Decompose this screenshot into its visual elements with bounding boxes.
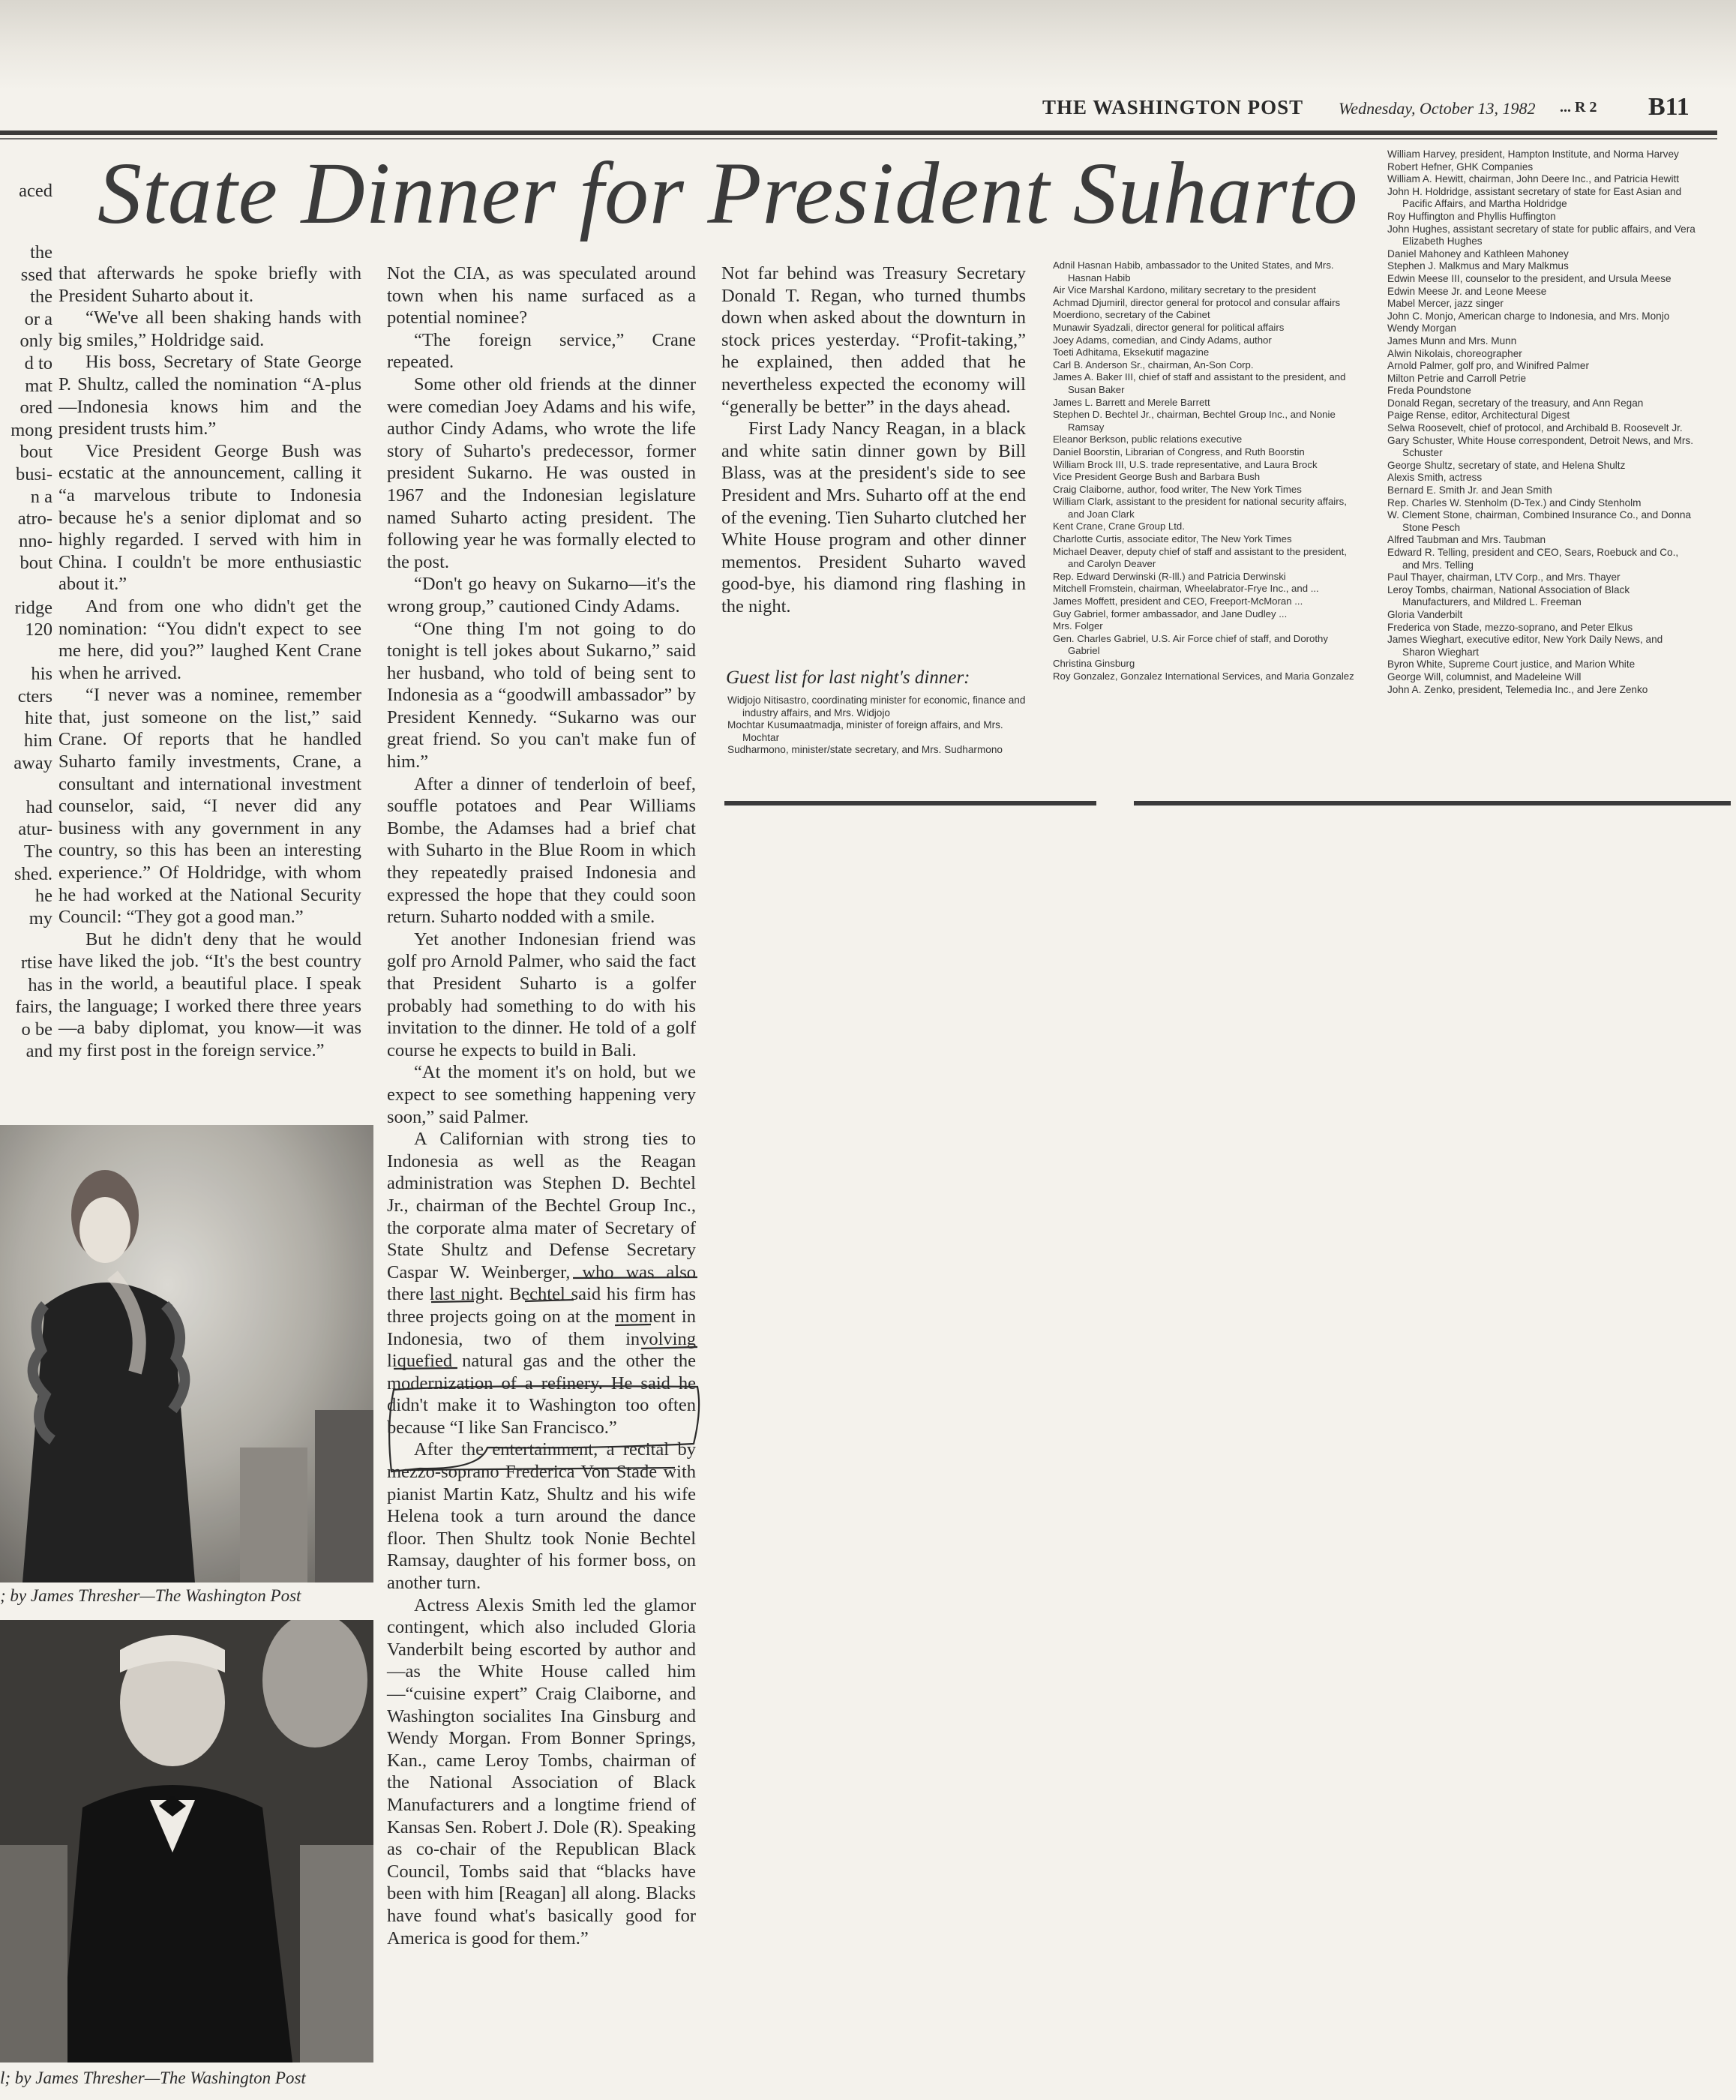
paragraph: Not far behind was Treasury Secretary Donald T. Regan, who turned thumbs down when asked about the downturn in stock prices yesterday. “Profit-taking,” he explained, then added that he nevertheless expected the economy will “generally be better” in the days ahead.	[721, 263, 1026, 417]
guest-entry: Carl B. Anderson Sr., chairman, An-Son Corp.	[1053, 358, 1254, 370]
guest-entry: Rep. Charles W. Stenholm (D-Tex.) and Cindy Stenholm	[1387, 496, 1642, 508]
guest-entry: Paul Thayer, chairman, LTV Corp., and Mrs. Thayer	[1387, 572, 1621, 584]
cutoff-line: rtise	[20, 952, 52, 973]
paragraph: that afterwards he spoke briefly with President Suharto about it.	[58, 263, 361, 306]
cutoff-line: or a	[24, 308, 52, 329]
paragraph: After a dinner of tenderloin of beef, souffle potatoes and Pear Williams Bombe, the Adamses had a brief chat with Suharto in the Blue Room in which they repeatedly praised Indonesia and expressed the hope that they could soon return. Suharto nodded with a smile.	[387, 773, 696, 928]
cutoff-line: atur-	[18, 819, 52, 840]
cutoff-line: hite	[25, 708, 52, 729]
guest-entry: William Brock III, U.S. trade representative, and Laura Brock	[1053, 458, 1318, 470]
paragraph: A Californian with strong ties to Indonesia as well as the Reagan administration was Stephen D. Bechtel Jr., chairman of the Bechtel Group Inc., the corporate alma mater of Secretary of State Shultz and Defense Secretary Caspar W. Weinberger, who was also there last night. Bechtel said his firm has three projects going on at the moment in Indonesia, two of them involving liquefied natural gas and the other the modernization of a refinery. He said he didn't make it to Washington too often because “I like San Francisco.”	[387, 1129, 696, 1438]
guest-entry: Adnil Hasnan Habib, ambassador to the United States, and Mrs. Hasnan Habib	[1053, 260, 1334, 284]
guest-entry: Sudharmono, minister/state secretary, and Mrs. Sudharmono	[727, 744, 1003, 756]
paragraph: Vice President George Bush was ecstatic at the announcement, calling it “a marvelous tribute to Indonesia because he's a senior diplomat and so highly regarded. I served with him in China. I couldn't be more enthusiastic about it.”	[58, 440, 361, 595]
guest-entry: Alwin Nikolais, choreographer	[1387, 347, 1522, 359]
guest-entry: Wendy Morgan	[1387, 322, 1456, 334]
guest-entry: Mitchell Fromstein, chairman, Wheelabrator-Frye Inc., and ...	[1053, 583, 1319, 595]
guest-entry: Paige Rense, editor, Architectural Digest	[1387, 410, 1570, 422]
guest-entry: Toeti Adhitama, Eksekutif magazine	[1053, 346, 1210, 358]
guest-entry: Munawir Syadzali, director general for political affairs	[1053, 321, 1285, 333]
guest-entry: James A. Baker III, chief of staff and assistant to the president, and Susan Baker	[1053, 371, 1346, 395]
paragraph: “We've all been shaking hands with big smiles,” Holdridge said.	[58, 308, 361, 350]
guest-entry: Guy Gabriel, former ambassador, and Jane Dudley ...	[1053, 608, 1288, 620]
cutoff-column-top: aced	[19, 181, 52, 201]
guest-entry: Christina Ginsburg	[1053, 658, 1135, 669]
guest-entry: Alfred Taubman and Mrs. Taubman	[1387, 534, 1546, 546]
cutoff-line: ssed	[20, 264, 52, 285]
guest-entry: Charlotte Curtis, associate editor, The New York Times	[1053, 533, 1292, 545]
guest-entry: Mochtar Kusumaatmadja, minister of foreign affairs, and Mrs. Mochtar	[727, 719, 1003, 743]
cutoff-line: my	[28, 908, 52, 928]
cutoff-line: only	[19, 331, 52, 352]
guest-entry: Edward R. Telling, president and CEO, Sears, Roebuck and Co., and Mrs. Telling	[1387, 547, 1679, 571]
guest-entry: Gary Schuster, White House correspondent, Detroit News, and Mrs. Schuster	[1387, 434, 1693, 459]
guest-entry: Freda Poundstone	[1387, 385, 1471, 397]
paragraph: “At the moment it's on hold, but we expect to see something happening very soon,” said Palmer.	[387, 1062, 696, 1127]
guest-entry: Joey Adams, comedian, and Cindy Adams, author	[1053, 334, 1272, 346]
cutoff-line: the	[30, 286, 52, 308]
guest-entry: John C. Monjo, American charge to Indonesia, and Mrs. Monjo	[1387, 310, 1670, 322]
cutoff-line: 120	[25, 620, 52, 640]
cutoff-line: away	[13, 752, 52, 773]
guest-entry: Daniel Boorstin, Librarian of Congress, and Ruth Boorstin	[1053, 446, 1305, 458]
cutoff-line: n a	[30, 486, 52, 507]
page-number: B11	[1648, 93, 1690, 121]
photo-credit-1: ; by James Thresher—The Washington Post	[0, 1586, 301, 1605]
guest-entry: Mrs. Folger	[1053, 620, 1103, 632]
guest-entry: Gen. Charles Gabriel, U.S. Air Force chief of staff, and Dorothy Gabriel	[1053, 632, 1328, 657]
cutoff-line: shed.	[13, 863, 52, 884]
cutoff-line: mat	[25, 375, 52, 396]
guest-entry: Rep. Edward Derwinski (R-Ill.) and Patricia Derwinski	[1053, 570, 1286, 582]
guest-entry: James Moffett, president and CEO, Freeport-McMoran ...	[1053, 596, 1303, 608]
guest-entry: James L. Barrett and Merele Barrett	[1053, 396, 1210, 408]
paragraph: Yet another Indonesian friend was golf pro Arnold Palmer, who said the fact that President Suharto is a golfer probably had something to do with his invitation to the dinner. He told of a golf course he expects to build in Bali.	[387, 928, 696, 1060]
cutoff-line: busi-	[16, 464, 52, 484]
paragraph: “The foreign service,” Crane repeated.	[387, 329, 696, 373]
guest-entry: William Harvey, president, Hampton Institute, and Norma Harvey	[1387, 148, 1679, 160]
guest-entry: Achmad Djumiril, director general for protocol and consular affairs	[1053, 296, 1341, 308]
paragraph: “Don't go heavy on Sukarno—it's the wrong group,” cautioned Cindy Adams.	[387, 574, 696, 616]
guest-entry: Roy Gonzalez, Gonzalez International Services, and Maria Gonzalez	[1053, 670, 1354, 682]
cutoff-line: atro-	[17, 508, 52, 530]
guest-entry: Robert Hefner, GHK Companies	[1387, 160, 1534, 172]
newspaper-name: THE WASHINGTON POST	[1042, 96, 1304, 118]
cutoff-line: his	[31, 664, 52, 685]
cutoff-line: bout	[19, 553, 52, 574]
guest-entry: Kent Crane, Crane Group Ltd.	[1053, 520, 1185, 532]
guest-list-title: Guest list for last night's dinner:	[726, 668, 970, 688]
paragraph: Some other old friends at the dinner were comedian Joey Adams and his wife, author Cindy Adams, who wrote the life story of Suharto's predecessor, former president Sukarno. He was ousted in 1967 and the Indonesian legislature named Suharto acting president. The following year he was formally elected to the post.	[387, 374, 696, 572]
guest-entry: Milton Petrie and Carroll Petrie	[1387, 372, 1527, 384]
guest-entry: William A. Hewitt, chairman, John Deere Inc., and Patricia Hewitt	[1387, 173, 1680, 185]
cutoff-line: The	[23, 842, 52, 862]
guest-entry: W. Clement Stone, chairman, Combined Insurance Co., and Donna Stone Pesch	[1387, 509, 1692, 533]
guest-entry: William Clark, assistant to the president for national security affairs, and Joan Clark	[1053, 496, 1347, 520]
guest-entry: Widjojo Nitisastro, coordinating minister for economic, finance and industry affairs, and Mrs. Widjojo	[727, 694, 1026, 718]
guest-entry: James Wieghart, executive editor, New York Daily News, and Sharon Wieghart	[1387, 634, 1663, 658]
guest-entry: Eleanor Berkson, public relations executive	[1053, 434, 1243, 446]
cutoff-line: nno-	[19, 530, 52, 551]
cutoff-line: the	[30, 242, 52, 262]
paragraph: “One thing I'm not going to do tonight is tell jokes about Sukarno,” said her husband, who told of being sent to Indonesia as a “goodwill ambassador” by President Kennedy. “Sukarno was our great friend. So you can't make fun of him.”	[387, 618, 696, 772]
guest-entry: James Munn and Mrs. Munn	[1387, 334, 1517, 346]
photo-credit-2: l; by James Thresher—The Washington Post	[0, 2068, 306, 2087]
paragraph: His boss, Secretary of State George P. Shultz, called the nomination “A-plus—Indonesia knows him and the president trusts him.”	[58, 352, 361, 440]
guest-entry: Gloria Vanderbilt	[1387, 608, 1463, 620]
guest-entry: George Shultz, secretary of state, and Helena Shultz	[1387, 459, 1626, 471]
cutoff-line: cters	[17, 686, 52, 706]
guest-entry: Roy Huffington and Phyllis Huffington	[1387, 210, 1556, 222]
guest-entry: Arnold Palmer, golf pro, and Winifred Palmer	[1387, 360, 1589, 372]
paragraph: First Lady Nancy Reagan, in a black and white satin dinner gown by Bill Blass, was at the president's side to see President and Mrs. Suharto off at the end of the evening. Tien Suharto clutched her White House program and other dinner mementos. President Suharto waved good-bye, his diamond ring flashing in the night.	[721, 418, 1026, 616]
cutoff-line: d to	[24, 352, 52, 374]
cutoff-line: bout	[19, 442, 52, 463]
cutoff-line: fairs,	[15, 997, 52, 1018]
paragraph: Not the CIA, as was speculated around town when his name surfaced as a potential nominee?	[387, 263, 696, 328]
guest-entry: Leroy Tombs, chairman, National Association of Black Manufacturers, and Mildred L. Freeman	[1387, 584, 1630, 608]
guest-entry: Stephen J. Malkmus and Mary Malkmus	[1387, 260, 1569, 272]
guest-entry: George Will, columnist, and Madeleine Will	[1387, 670, 1582, 682]
paragraph: “I never was a nominee, remember that, just someone on the list,” said Crane. Of reports that he handled Suharto family investments, Crane, a consultant and international investment counselor, said, “I never did any business with any government in any country, so this has been an interesting experience.” Of Holdridge, with whom he had worked at the National Security Council: “They got a good man.”	[58, 685, 361, 928]
guest-entry: Bernard E. Smith Jr. and Jean Smith	[1387, 484, 1552, 496]
cutoff-line: he	[34, 886, 52, 907]
guest-entry: Byron White, Supreme Court justice, and Marion White	[1387, 658, 1636, 670]
guest-entry: John H. Holdridge, assistant secretary of state for East Asian and Pacific Affairs, and Martha Holdridge	[1387, 185, 1682, 210]
guest-entry: Vice President George Bush and Barbara Bush	[1053, 471, 1261, 483]
section-ref: ... R 2	[1560, 99, 1597, 116]
issue-date: Wednesday, October 13, 1982	[1339, 99, 1536, 118]
guest-entry: John A. Zenko, president, Telemedia Inc., and Jere Zenko	[1387, 683, 1648, 695]
cutoff-line: mong	[10, 419, 52, 440]
cutoff-line: and	[25, 1041, 52, 1062]
paragraph: And from one who didn't get the nomination: “You didn't expect to see me here, did you?” laughed Kent Crane when he arrived.	[58, 596, 361, 683]
cutoff-line: him	[23, 730, 52, 752]
guest-entry: Stephen D. Bechtel Jr., chairman, Bechtel Group Inc., and Nonie Ramsay	[1053, 409, 1336, 433]
guest-entry: Edwin Meese Jr. and Leone Meese	[1387, 285, 1547, 297]
guest-entry: Daniel Mahoney and Kathleen Mahoney	[1387, 248, 1569, 260]
guest-entry: Air Vice Marshal Kardono, military secretary to the president	[1053, 284, 1316, 296]
cutoff-line: has	[28, 974, 52, 995]
guest-entry: Edwin Meese III, counselor to the president, and Ursula Meese	[1387, 272, 1672, 284]
guest-entry: Selwa Roosevelt, chief of protocol, and Archibald B. Roosevelt Jr.	[1387, 422, 1683, 434]
cutoff-line: ored	[19, 398, 52, 418]
cutoff-line: had	[25, 796, 52, 818]
guest-entry: Mabel Mercer, jazz singer	[1387, 298, 1504, 310]
headline: State Dinner for President Suharto	[97, 144, 1359, 242]
guest-entry: Michael Deaver, deputy chief of staff and assistant to the president, and Carolyn Deaver	[1053, 545, 1347, 570]
guest-entry: Craig Claiborne, author, food writer, The New York Times	[1053, 483, 1302, 495]
guest-entry: Donald Regan, secretary of the treasury, and Ann Regan	[1387, 397, 1644, 409]
paragraph: Actress Alexis Smith led the glamor contingent, which also included Gloria Vanderbilt being escorted by author and—as the White House called him—“cuisine expert” Craig Claiborne, and Washington socialites Ina Ginsburg and Wendy Morgan. From Bonner Springs, Kan., came Leroy Tombs, chairman of the National Association of Black Manufacturers and a longtime friend of Kansas Sen. Robert J. Dole (R). Speaking as co-chair of the Republican Black Council, Tombs said that “blacks have been with him [Reagan] all along. Blacks have found what's basically good for America is good for them.”	[387, 1594, 696, 1948]
cutoff-line: ridge	[14, 597, 52, 618]
guest-entry: Moerdiono, secretary of the Cabinet	[1053, 309, 1210, 321]
guest-entry: Frederica von Stade, mezzo-soprano, and Peter Elkus	[1387, 621, 1633, 633]
cutoff-line: o be	[21, 1018, 52, 1040]
paragraph: But he didn't deny that he would have liked the job. “It's the best country in the world, a beautiful place. I speak the language; I worked there three years—a baby diplomat, you know—it was my first post in the foreign service.”	[58, 928, 361, 1060]
paragraph: After the entertainment, a recital by mezzo-soprano Frederica Von Stade with pianist Martin Katz, Shultz and his wife Helena took a turn around the dance floor. Then Shultz took Nonie Bechtel Ramsay, daughter of his former boss, on another turn.	[387, 1439, 696, 1594]
guest-entry: Alexis Smith, actress	[1387, 472, 1483, 484]
guest-entry: John Hughes, assistant secretary of state for public affairs, and Vera Elizabeth Hughes	[1387, 223, 1696, 248]
